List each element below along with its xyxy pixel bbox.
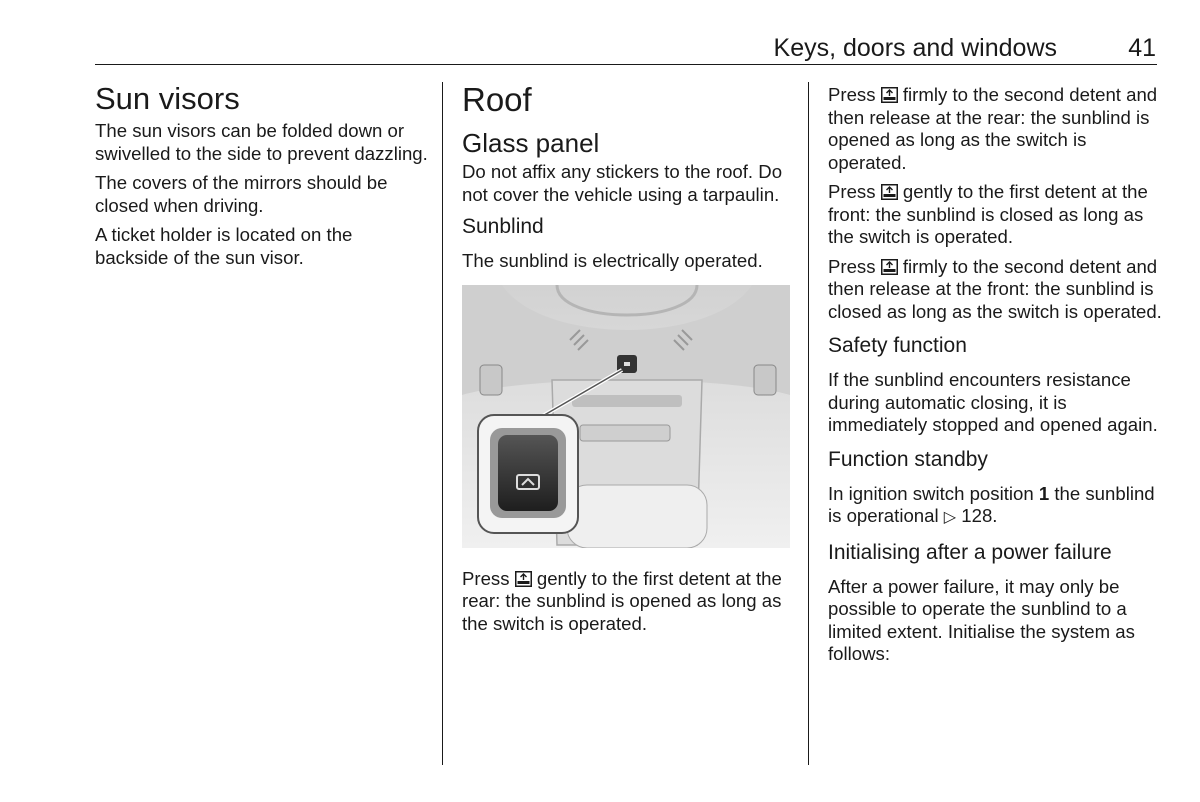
press-firmly-rear-text (828, 84, 1163, 174)
press-gently-rear-text (462, 568, 792, 636)
ignition-position: 1 (1038, 482, 1050, 504)
sunblind-switch-illustration (462, 285, 790, 548)
standby-text-start: In ignition switch position (828, 482, 1034, 504)
page-number: 41 (1128, 34, 1156, 62)
sunblind-switch-icon (881, 259, 898, 275)
safety-function-text: If the sunblind encounters resistance during automatic closing, it is immediately stopped and opened again. (828, 369, 1158, 435)
sun-visors-paragraph: The sun visors can be folded down or swivelled to the side to prevent dazzling. (95, 120, 428, 164)
press-firmly-front-description: firmly to the second detent and then release at the front: the sunblind is closed as long as the switch is operated. (828, 255, 1162, 322)
press-gently-front-text (828, 181, 1163, 249)
press-label: Press (828, 84, 876, 105)
page-reference-link[interactable]: 128. (961, 505, 998, 526)
roof-section (462, 82, 792, 642)
press-label: Press (828, 255, 876, 277)
sun-visors-paragraph: A ticket holder is located on the backside of the sun visor. (95, 224, 353, 268)
sunblind-switch-icon (515, 571, 532, 587)
function-standby-text (828, 483, 1163, 530)
press-label: Press (462, 567, 510, 589)
press-gently-rear-description: gently to the first detent at the rear: the sunblind is opened as long as the switch is operated. (462, 567, 782, 634)
roof-heading: Roof (462, 81, 532, 118)
press-firmly-front-text (828, 256, 1163, 324)
header-rule (95, 64, 1157, 65)
glass-panel-text: Do not affix any stickers to the roof. Do not cover the vehicle using a tarpaulin. (462, 161, 783, 205)
sunblind-heading: Sunblind (462, 215, 544, 238)
press-gently-front-description: gently to the first detent at the front: the sunblind is closed as long as the switch is operated. (828, 181, 1148, 247)
sun-visors-paragraph: The covers of the mirrors should be closed when driving. (95, 172, 388, 216)
standby-text-end: the sunblind is operational (828, 482, 1155, 526)
safety-function-heading: Safety function (828, 334, 967, 357)
sunblind-operation-section (828, 84, 1163, 673)
arrow-reference-icon: ▷ (943, 509, 957, 526)
initialising-heading: Initialising after a power failure (828, 540, 1112, 564)
sunblind-switch-icon (881, 87, 898, 103)
column-divider-2 (808, 82, 809, 765)
initialising-text: After a power failure, it may only be possible to operate the sunblind to a limited extent. Initialise the system as follows: (828, 575, 1135, 664)
sunblind-text: The sunblind is electrically operated. (462, 250, 763, 271)
sun-visors-heading: Sun visors (95, 81, 240, 116)
press-firmly-rear-description: firmly to the second detent and then release at the rear: the sunblind is opened as long as the switch is operated. (828, 84, 1158, 173)
column-divider-1 (442, 82, 443, 765)
sun-visors-section (95, 82, 430, 276)
section-title: Keys, doors and windows (773, 34, 1057, 62)
press-label: Press (828, 181, 876, 202)
function-standby-heading: Function standby (828, 447, 988, 471)
sunblind-switch-icon (881, 184, 898, 200)
glass-panel-heading: Glass panel (462, 128, 600, 158)
